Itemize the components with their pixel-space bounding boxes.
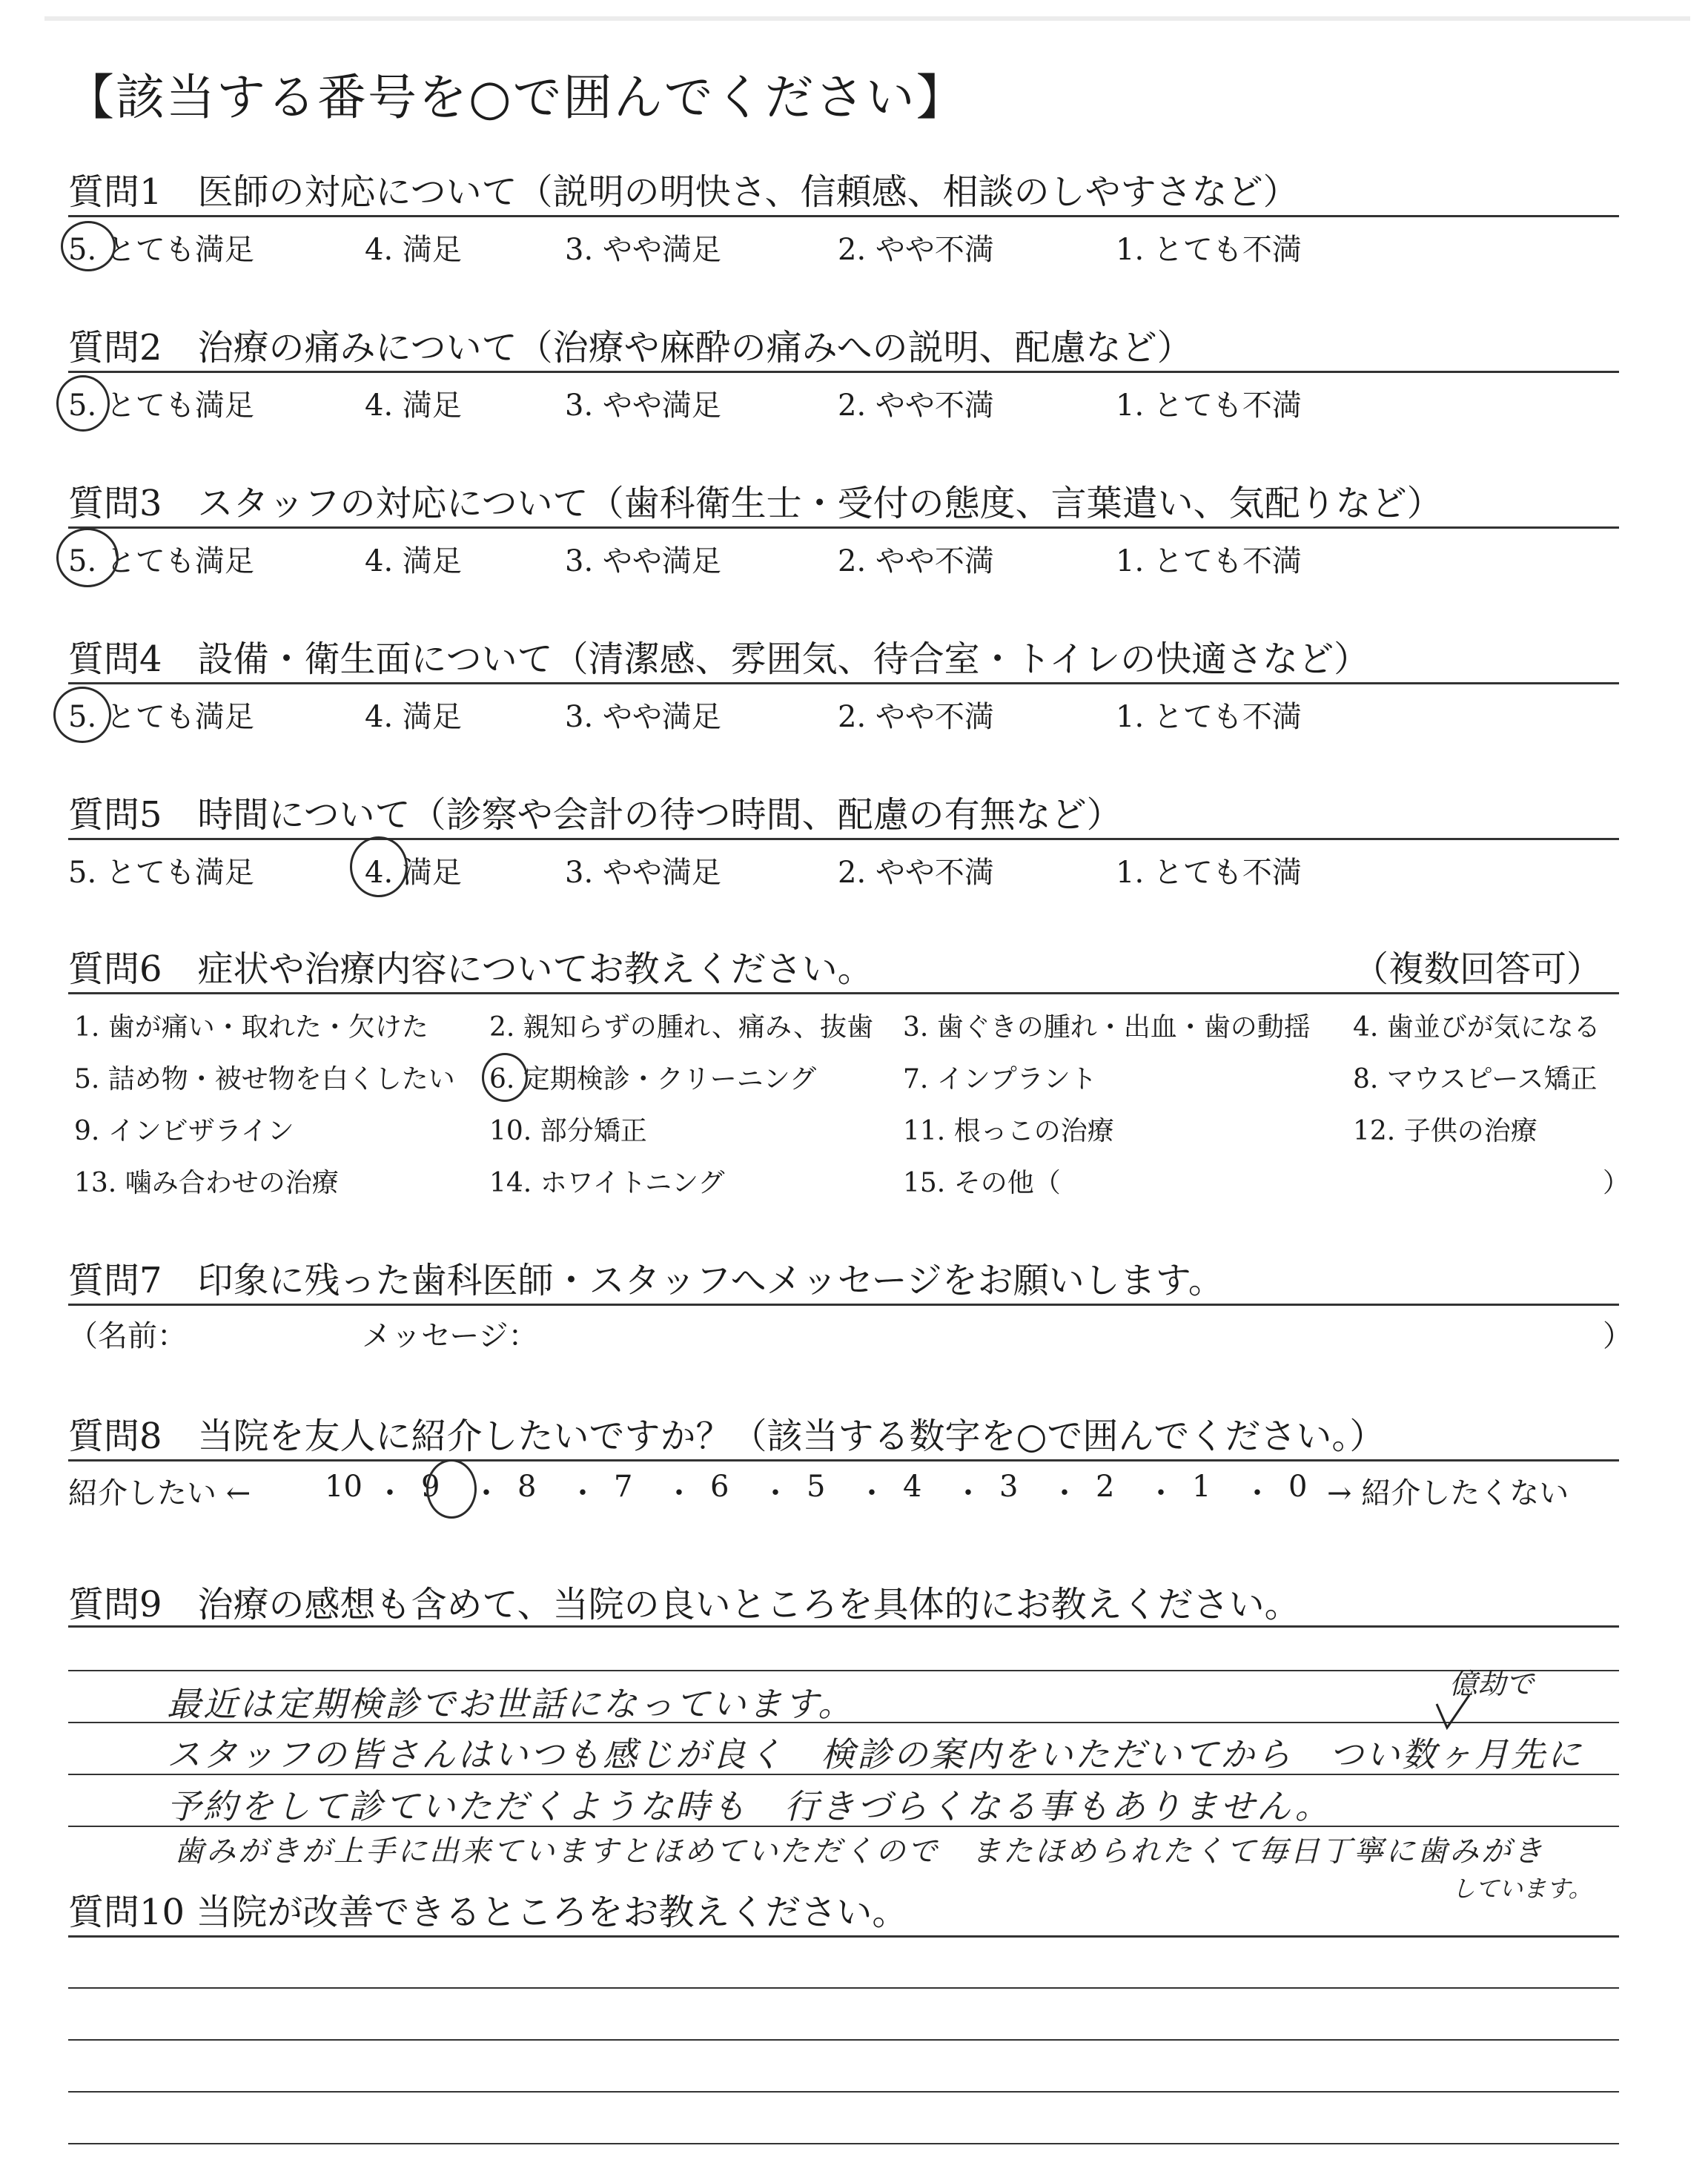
q5-option-2[interactable]: 2. やや不満 [838,856,994,890]
q3-option-5[interactable]: 5. とても満足 [68,544,254,578]
q6-multiple-note: （複数回答可） [1353,948,1603,990]
page-title: 【該当する番号を○で囲んでください】 [65,69,967,126]
q4-option-4[interactable]: 4. 満足 [365,700,462,734]
q3-option-1[interactable]: 1. とても不満 [1116,544,1302,578]
q8-scale-separator: ・ [761,1476,790,1510]
q5-title: 質問5 時間について（診察や会計の待つ時間、配慮の有無など） [68,794,1122,836]
q1-title: 質問1 医師の対応について（説明の明快さ、信頼感、相談のしやすさなど） [68,171,1299,213]
q6-title: 質問6 症状や治療内容についてお教えください。 [68,948,873,990]
q2-option-2[interactable]: 2. やや不満 [838,389,994,423]
q9-line-1 [68,1670,1619,1671]
q8-scale-2[interactable]: 2 [1096,1470,1115,1504]
q1-selection-circle [61,221,116,271]
q5-option-3[interactable]: 3. やや満足 [565,856,721,890]
q2-option-5[interactable]: 5. とても満足 [68,389,254,423]
q8-left-label: 紹介したい ← [68,1476,251,1510]
q8-scale-3[interactable]: 3 [999,1470,1019,1504]
q8-scale-separator: ・ [857,1476,887,1510]
q3-selection-circle [56,528,119,587]
q4-option-5[interactable]: 5. とても満足 [68,700,254,734]
q8-scale-6[interactable]: 6 [710,1470,729,1504]
q8-scale-1[interactable]: 1 [1192,1470,1211,1504]
q1-option-2[interactable]: 2. やや不満 [838,233,994,267]
q8-scale-separator: ・ [471,1476,501,1510]
q8-scale-7[interactable]: 7 [614,1470,633,1504]
q8-rule [68,1459,1619,1462]
q3-option-2[interactable]: 2. やや不満 [838,544,994,578]
scan-edge [44,16,1690,21]
q2-selection-circle [56,375,110,432]
q2-option-1[interactable]: 1. とても不満 [1116,389,1302,423]
q6-selection-circle [482,1053,528,1102]
q5-rule [68,838,1619,840]
q4-option-2[interactable]: 2. やや不満 [838,700,994,734]
q5-option-5[interactable]: 5. とても満足 [68,856,254,890]
q6-option-14[interactable]: 14. ホワイトニング [489,1168,725,1198]
q6-option-6[interactable]: 6. 定期検診・クリーニング [489,1064,817,1094]
q9-insert-note: 億劫で [1449,1668,1535,1700]
q1-option-5[interactable]: 5. とても満足 [68,233,254,267]
q8-right-label: → 紹介したくない [1327,1476,1569,1510]
q8-scale-4[interactable]: 4 [903,1470,922,1504]
q1-option-4[interactable]: 4. 満足 [365,233,462,267]
q5-option-1[interactable]: 1. とても不満 [1116,856,1302,890]
q6-option-15[interactable]: 15. その他（ [903,1168,1061,1198]
q9-tail-note: しています。 [1452,1875,1592,1903]
q8-scale-10[interactable]: 10 [325,1470,363,1504]
q6-option-12[interactable]: 12. 子供の治療 [1353,1116,1537,1146]
q7-close-paren: ） [1603,1319,1632,1353]
q8-scale-5[interactable]: 5 [807,1470,826,1504]
q6-option-5[interactable]: 5. 詰め物・被せ物を白くしたい [74,1064,455,1094]
q5-option-4[interactable]: 4. 満足 [365,856,462,890]
q8-scale-0[interactable]: 0 [1288,1470,1308,1504]
q5-selection-circle [350,836,408,897]
q8-selection-circle [426,1459,477,1519]
q6-option-10[interactable]: 10. 部分矯正 [489,1116,647,1146]
q9-answer-line-4: 歯みがきが上手に出来ていますとほめていただくので またほめられたくて毎日丁寧に歯みがき [174,1834,1545,1869]
q4-selection-circle [53,687,111,743]
q2-title: 質問2 治療の痛みについて（治療や麻酔の痛みへの説明、配慮など） [68,327,1193,369]
q7-rule [68,1304,1619,1306]
q2-option-3[interactable]: 3. やや満足 [565,389,721,423]
q7-name-label: （名前： [68,1319,187,1353]
q3-option-4[interactable]: 4. 満足 [365,544,462,578]
q3-option-3[interactable]: 3. やや満足 [565,544,721,578]
q10-title: 質問10 当院が改善できるところをお教えください。 [68,1892,908,1933]
q3-rule [68,526,1619,529]
q8-scale-separator: ・ [568,1476,598,1510]
q6-option-13[interactable]: 13. 噛み合わせの治療 [74,1168,339,1198]
q4-rule [68,682,1619,684]
q3-title: 質問3 スタッフの対応について（歯科衛生士・受付の態度、言葉遣い、気配りなど） [68,483,1443,524]
q8-scale-separator: ・ [375,1476,405,1510]
q2-rule [68,371,1619,373]
q7-title: 質問7 印象に残った歯科医師・スタッフへメッセージをお願いします。 [68,1260,1224,1301]
q1-option-3[interactable]: 3. やや満足 [565,233,721,267]
q10-rule-title [68,1935,1619,1938]
q1-rule [68,215,1619,217]
q10-line-2 [68,2039,1619,2041]
q7-message-label: メッセージ： [362,1319,538,1353]
q8-scale-separator: ・ [664,1476,694,1510]
q6-option-8[interactable]: 8. マウスピース矯正 [1353,1064,1598,1094]
q6-rule [68,992,1619,994]
q1-option-1[interactable]: 1. とても不満 [1116,233,1302,267]
q10-line-3 [68,2091,1619,2093]
q9-rule-title [68,1625,1619,1628]
q6-option-4[interactable]: 4. 歯並びが気になる [1353,1012,1601,1043]
q9-answer-line-2: スタッフの皆さんはいつも感じが良く 検診の案内をいただいてから つい数ヶ月先に [167,1734,1583,1774]
q9-title: 質問9 治療の感想も含めて、当院の良いところを具体的にお教えください。 [68,1584,1300,1625]
q2-option-4[interactable]: 4. 満足 [365,389,462,423]
q6-option-9[interactable]: 9. インビザライン [74,1116,294,1146]
q6-option-11[interactable]: 11. 根っこの治療 [903,1116,1114,1146]
q9-answer-line-3: 予約をして診ていただくような時も 行きづらくなる事もありません。 [167,1786,1331,1826]
q4-option-1[interactable]: 1. とても不満 [1116,700,1302,734]
q4-option-3[interactable]: 3. やや満足 [565,700,721,734]
insert-caret-mark [1431,1691,1475,1735]
q10-line-1 [68,1987,1619,1989]
q9-answer-line-1: 最近は定期検診でお世話になっています。 [167,1684,855,1724]
q8-scale-separator: ・ [1146,1476,1176,1510]
q10-line-4 [68,2143,1619,2144]
q8-scale-separator: ・ [1242,1476,1272,1510]
q8-scale-9[interactable]: 9 [421,1470,440,1504]
q6-option-15-close: ） [1603,1168,1630,1198]
q8-scale-8[interactable]: 8 [517,1470,537,1504]
q8-scale-separator: ・ [953,1476,983,1510]
q6-option-1[interactable]: 1. 歯が痛い・取れた・欠けた [74,1012,428,1043]
q4-title: 質問4 設備・衛生面について（清潔感、雰囲気、待合室・トイレの快適さなど） [68,638,1370,680]
q8-scale-separator: ・ [1050,1476,1079,1510]
q6-option-3[interactable]: 3. 歯ぐきの腫れ・出血・歯の動揺 [903,1012,1311,1043]
q6-option-7[interactable]: 7. インプラント [903,1064,1097,1094]
q8-title: 質問8 当院を友人に紹介したいですか？（該当する数字を○で囲んでください。） [68,1416,1386,1457]
q6-option-2[interactable]: 2. 親知らずの腫れ、痛み、抜歯 [489,1012,874,1043]
